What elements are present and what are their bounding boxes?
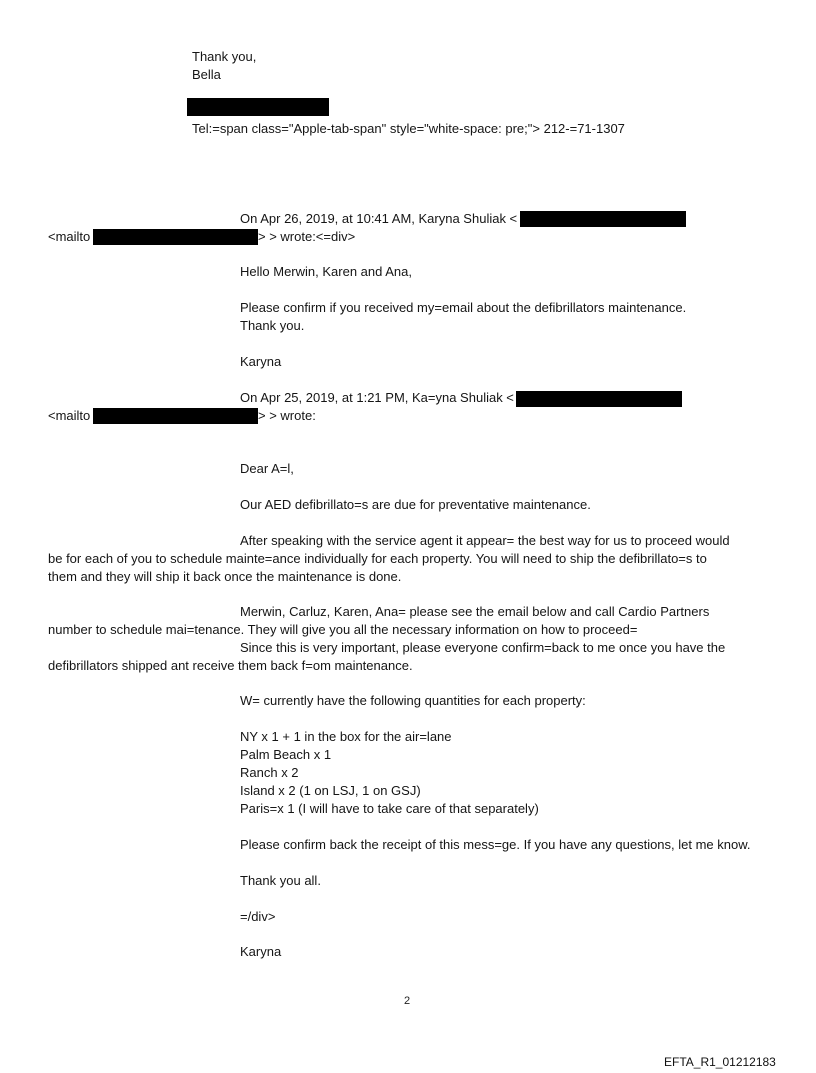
email1-header-mailto: <mailto [48, 229, 91, 244]
redaction-block [93, 229, 258, 245]
redaction-block [187, 98, 329, 116]
email2-div-close: =/div> [240, 909, 276, 924]
email2-header-line1: On Apr 25, 2019, at 1:21 PM, Ka=yna Shuliak < [240, 390, 514, 405]
email1-body-line1: Please confirm if you received my=email about the defibrillators maintenance. [240, 300, 687, 315]
email2-header-mailto: <mailto [48, 408, 91, 423]
redaction-block [520, 211, 686, 227]
quantity-item: Paris=x 1 (I will have to take care of that separately) [240, 801, 539, 816]
email2-paragraph3-line1: Merwin, Carluz, Karen, Ana= please see the email below and call Cardio Partners [240, 604, 710, 619]
email2-paragraph2-line3: them and they will ship it back once the maintenance is done. [48, 569, 402, 584]
email2-paragraph1: Our AED defibrillato=s are due for preventative maintenance. [240, 497, 591, 512]
email1-signoff: Karyna [240, 354, 282, 369]
redaction-block [516, 391, 682, 407]
email2-paragraph2-line1: After speaking with the service agent it appear= the best way for us to proceed would [240, 533, 730, 548]
email1-header-line2-end: > > wrote:<=div> [258, 229, 356, 244]
email2-paragraph2-line2: be for each of you to schedule mainte=ance individually for each property. You will need to ship the defibrillato=s to [48, 551, 707, 566]
email2-signoff: Karyna [240, 944, 282, 959]
email2-paragraph5: Please confirm back the receipt of this mess=ge. If you have any questions, let me know. [240, 837, 751, 852]
email2-paragraph4: W= currently have the following quantities for each property: [240, 693, 586, 708]
redaction-block [93, 408, 258, 424]
quantity-item: NY x 1 + 1 in the box for the air=lane [240, 729, 452, 744]
quantity-item: Ranch x 2 [240, 765, 299, 780]
quantity-item: Palm Beach x 1 [240, 747, 332, 762]
signature-name: Bella [192, 67, 221, 82]
bates-number: EFTA_R1_01212183 [664, 1055, 776, 1069]
signature-tel: Tel:=span class="Apple-tab-span" style="white-space: pre;"> 212-=71-1307 [192, 121, 625, 136]
signature-closing: Thank you, [192, 49, 257, 64]
page-number: 2 [404, 995, 411, 1007]
email1-header-line1: On Apr 26, 2019, at 10:41 AM, Karyna Shuliak < [240, 211, 518, 226]
email1-body-line2: Thank you. [240, 318, 305, 333]
email2-paragraph3-line3: Since this is very important, please everyone confirm=back to me once you have the [240, 640, 726, 655]
email2-paragraph3-line2: number to schedule mai=tenance. They will give you all the necessary information on how to proceed= [48, 622, 638, 637]
email2-paragraph6: Thank you all. [240, 873, 321, 888]
email1-greeting: Hello Merwin, Karen and Ana, [240, 264, 412, 279]
email2-greeting: Dear A=l, [240, 461, 294, 476]
email2-header-line2-end: > > wrote: [258, 408, 316, 423]
quantity-item: Island x 2 (1 on LSJ, 1 on GSJ) [240, 783, 421, 798]
email2-paragraph3-line4: defibrillators shipped ant receive them back f=om maintenance. [48, 658, 413, 673]
